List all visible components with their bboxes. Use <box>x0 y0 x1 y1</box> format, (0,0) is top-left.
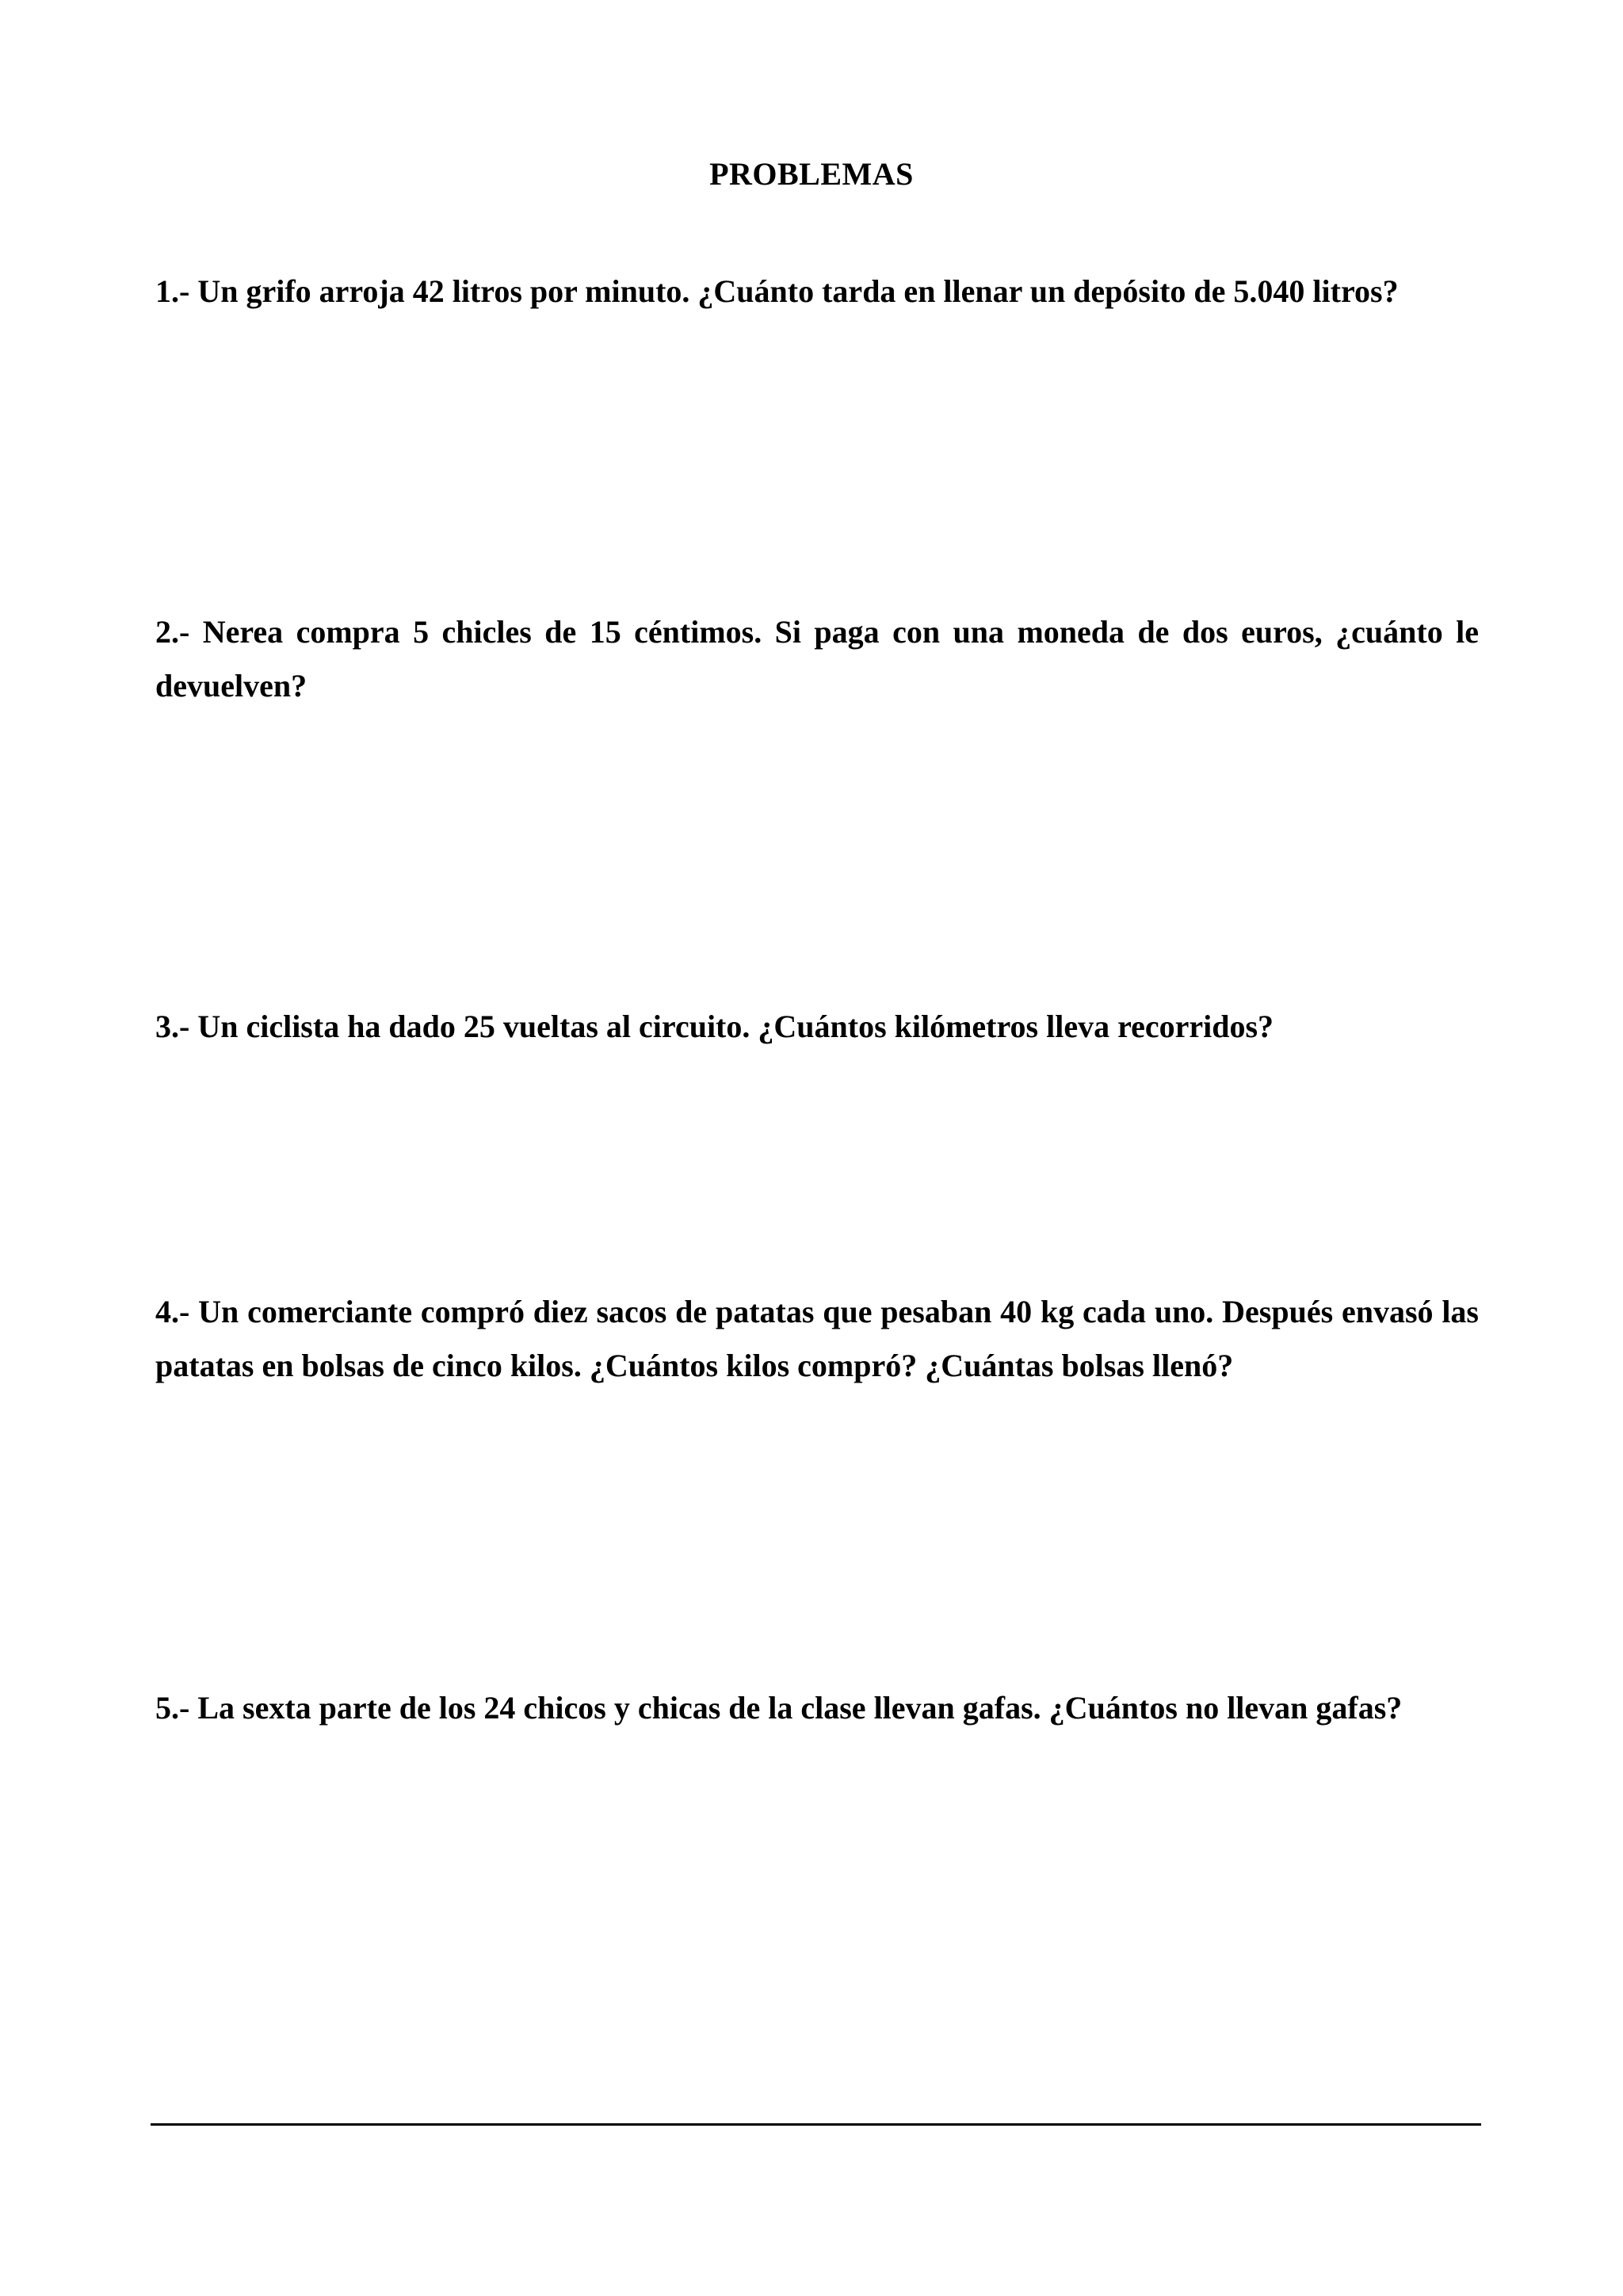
problem-3: 3.- Un ciclista ha dado 25 vueltas al circuito. ¿Cuántos kilómetros lleva recorridos? <box>155 1009 1274 1044</box>
problem-1: 1.- Un grifo arroja 42 litros por minuto. ¿Cuánto tarda en llenar un depósito de 5.040 litros? <box>155 273 1399 309</box>
problem-2: 2.- Nerea compra 5 chicles de 15 céntimos. Si paga con una moneda de dos euros, ¿cuánto le devuelven? <box>155 614 1479 704</box>
problem-4: 4.- Un comerciante compró diez sacos de patatas que pesaban 40 kg cada uno. Después envasó las patatas en bolsas de cinco kilos. ¿Cuántos kilos compró? ¿Cuántas bolsas llenó? <box>155 1294 1479 1383</box>
footer-divider <box>151 2123 1481 2126</box>
problem-5: 5.- La sexta parte de los 24 chicos y chicas de la clase llevan gafas. ¿Cuántos no llevan gafas? <box>155 1690 1403 1726</box>
page-title: PROBLEMAS <box>709 156 914 192</box>
